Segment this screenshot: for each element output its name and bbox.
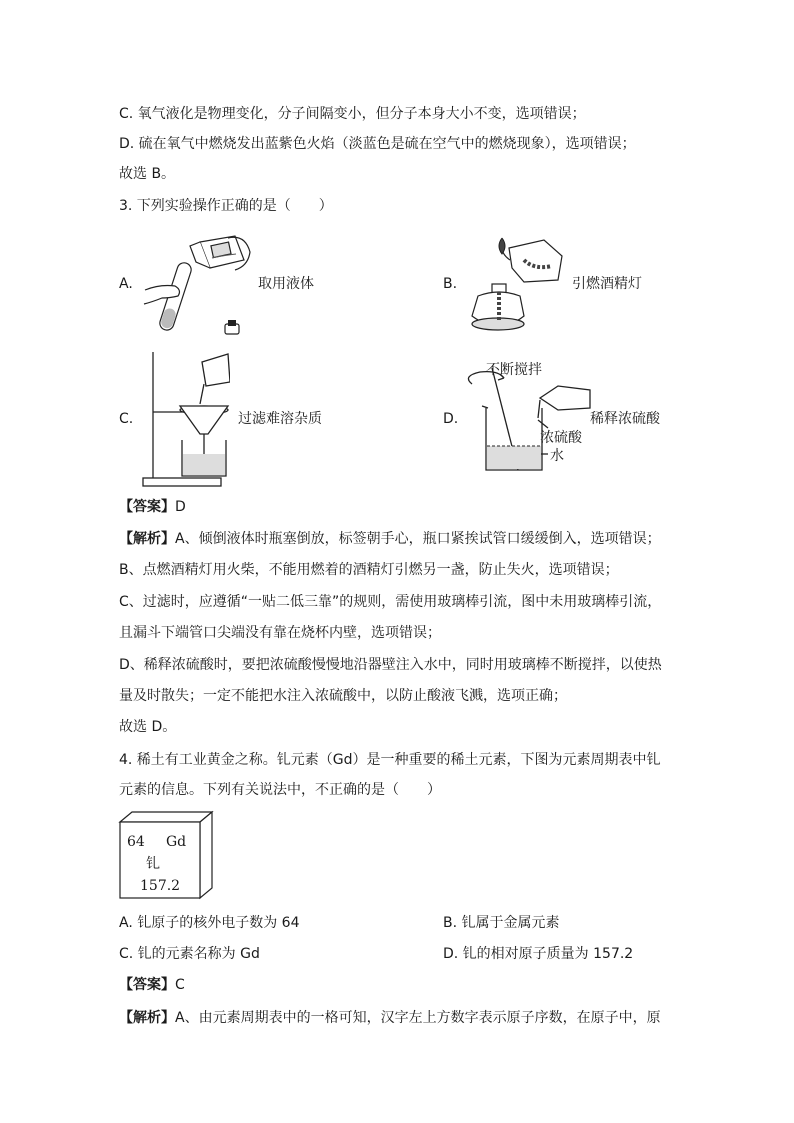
option-a: A. 钆原子的核外电子数为 64 [119, 915, 300, 931]
text-line: 故选 B。 [119, 166, 176, 182]
analysis-line [119, 529, 661, 549]
question-4-stem: 4. 稀土有工业黄金之称。钆元素（Gd）是一种重要的稀土元素，下图为元素周期表中钆 [119, 752, 661, 768]
option-d-letter: D. [443, 411, 459, 427]
option-a-caption: 取用液体 [258, 276, 314, 292]
figure-pour-liquid [140, 232, 255, 344]
option-d: D. 钆的相对原子质量为 157.2 [443, 946, 634, 962]
answer-tag: 【答案】 [119, 499, 175, 515]
figure-alcohol-lamp [464, 230, 570, 342]
analysis-line [119, 1008, 661, 1028]
option-c-caption: 过滤难溶杂质 [238, 411, 322, 427]
atomic-number: 64 [127, 834, 145, 850]
figure-filtration [140, 348, 230, 490]
question-4-stem: 元素的信息。下列有关说法中，不正确的是（ ） [119, 782, 441, 798]
text-line: B、点燃酒精灯用火柴，不能用燃着的酒精灯引燃另一盏，防止失火，选项错误； [119, 562, 619, 578]
atomic-mass: 157.2 [140, 878, 181, 894]
element-symbol: Gd [166, 834, 187, 850]
answer-value: D [175, 499, 186, 515]
option-c: C. 钆的元素名称为 Gd [119, 946, 260, 962]
text-line: 故选 D。 [119, 719, 177, 735]
label-concentrated-acid: 浓硫酸 [540, 430, 582, 446]
text-line: D. 硫在氧气中燃烧发出蓝紫色火焰（淡蓝色是硫在空气中的燃烧现象），选项错误； [119, 136, 636, 152]
answer-line [119, 497, 186, 517]
option-b: B. 钆属于金属元素 [443, 915, 560, 931]
answer-value: C [175, 977, 185, 993]
label-stirring: 不断搅拌 [486, 362, 542, 378]
element-name: 钆 [146, 856, 160, 872]
option-a-letter: A. [119, 276, 133, 292]
text-line: C、过滤时，应遵循“一贴二低三靠”的规则，需使用玻璃棒引流，图中未用玻璃棒引流， [119, 594, 662, 610]
text-line: 且漏斗下端管口尖端没有靠在烧杯内壁，选项错误； [119, 625, 441, 641]
option-b-caption: 引燃酒精灯 [572, 276, 642, 292]
analysis-text: A、由元素周期表中的一格可知，汉字左上方数字表示原子序数，在原子中，原 [175, 1010, 661, 1026]
option-b-letter: B. [443, 276, 458, 292]
text-line: 量及时散失；一定不能把水注入浓硫酸中，以防止酸液飞溅，选项正确； [119, 688, 567, 704]
text-line: C. 氧气液化是物理变化，分子间隔变小，但分子本身大小不变，选项错误； [119, 106, 586, 122]
answer-tag: 【答案】 [119, 977, 175, 993]
label-water: 水 [550, 448, 564, 464]
option-d-caption: 稀释浓硫酸 [590, 411, 660, 427]
text-line: D、稀释浓硫酸时，要把浓硫酸慢慢地沿器壁注入水中，同时用玻璃棒不断搅拌，以使热 [119, 657, 662, 673]
analysis-tag: 【解析】 [119, 531, 175, 547]
analysis-tag: 【解析】 [119, 1010, 175, 1026]
analysis-text: A、倾倒液体时瓶塞倒放，标签朝手心，瓶口紧挨试管口缓缓倒入，选项错误； [175, 531, 661, 547]
answer-line [119, 975, 185, 995]
question-3-stem: 3. 下列实验操作正确的是（ ） [119, 198, 333, 214]
option-c-letter: C. [119, 411, 134, 427]
